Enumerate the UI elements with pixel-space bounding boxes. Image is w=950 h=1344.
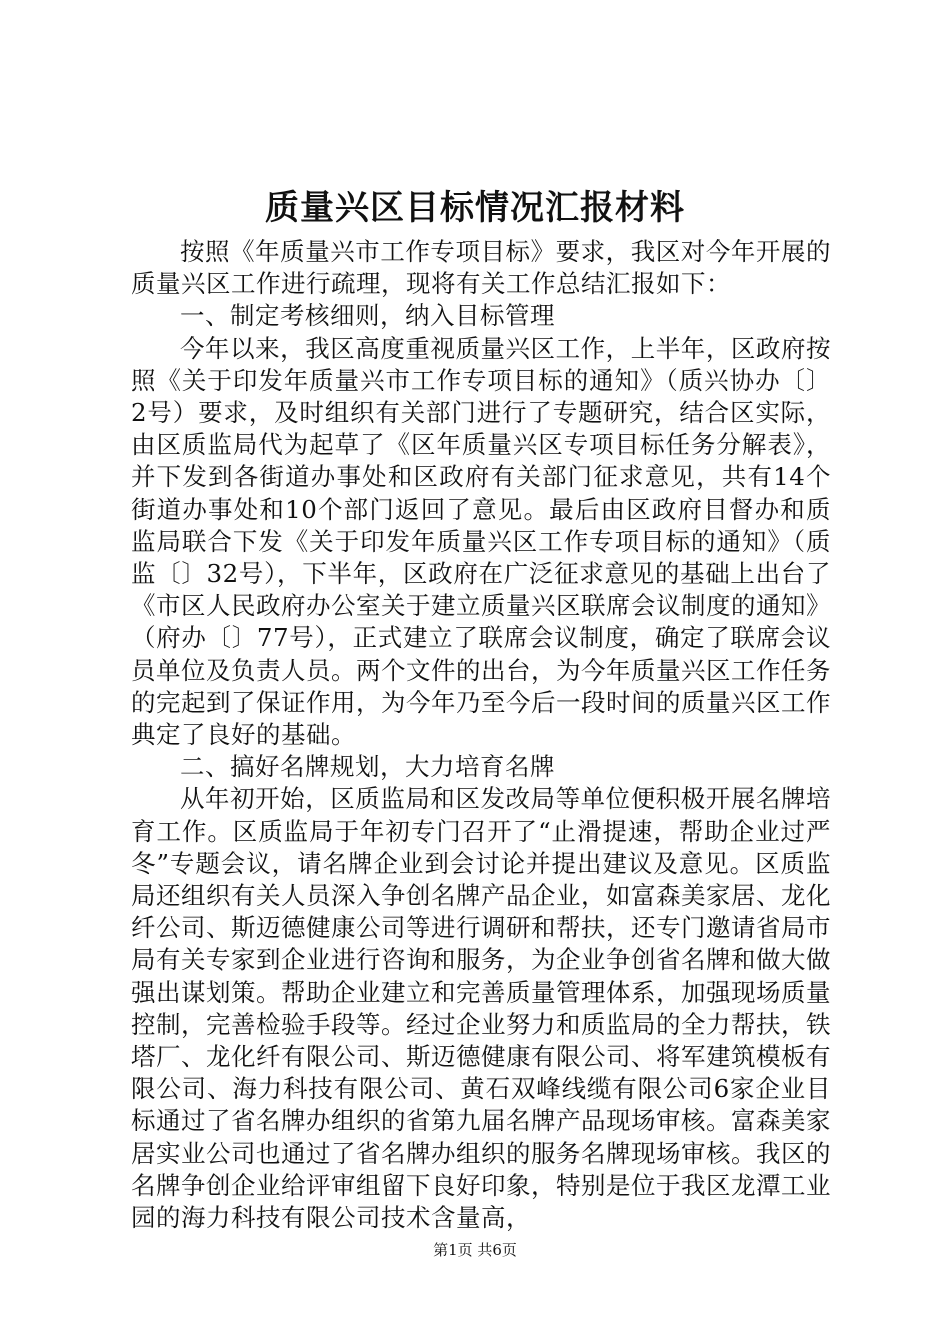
page-footer	[0, 1240, 950, 1260]
body-paragraph-1: 今年以来，我区高度重视质量兴区工作，上半年，区政府按照《关于印发年质量兴市工作专项目标的通知》（质兴协办〔〕2号）要求，及时组织有关部门进行了专题研究，结合区实际，由区质监局代为起草了《区年质量兴区专项目标任务分解表》，并下发到各街道办事处和区政府有关部门征求意见，共有14个街道办事处和10个部门返回了意见。最后由区政府目督办和质监局联合下发《关于印发年质量兴区工作专项目标的通知》（质监〔〕32号），下半年，区政府在广泛征求意见的基础上出台了《市区人民政府办公室关于建立质量兴区联席会议制度的通知》（府办〔〕77号），正式建立了联席会议制度，确定了联席会议员单位及负责人员。两个文件的出台，为今年质量兴区工作任务的完起到了保证作用，为今年乃至今后一段时间的质量兴区工作典定了良好的基础。	[131, 333, 831, 750]
section-heading-2: 二、搞好名牌规划，大力培育名牌	[180, 752, 555, 782]
document-body	[131, 236, 831, 1234]
page-number: 第1页 共6页	[433, 1241, 517, 1259]
document-title: 质量兴区目标情况汇报材料	[265, 188, 685, 228]
body-paragraph-2: 从年初开始，区质监局和区发改局等单位便积极开展名牌培育工作。区质监局于年初专门召开了“止滑提速，帮助企业过严冬”专题会议，请名牌企业到会讨论并提出建议及意见。区质监局还组织有关人员深入争创名牌产品企业，如富森美家居、龙化纤公司、斯迈德健康公司等进行调研和帮扶，还专门邀请省局市局有关专家到企业进行咨询和服务，为企业争创省名牌和做大做强出谋划策。帮助企业建立和完善质量管理体系，加强现场质量控制，完善检验手段等。经过企业努力和质监局的全力帮扶，铁塔厂、龙化纤有限公司、斯迈德健康有限公司、将军建筑模板有限公司、海力科技有限公司、黄石双峰线缆有限公司6家企业目标通过了省名牌办组织的省第九届名牌产品现场审核。富森美家居实业公司也通过了省名牌办组织的服务名牌现场审核。我区的名牌争创企业给评审组留下良好印象，特别是位于我区龙潭工业园的海力科技有限公司技术含量高，	[131, 784, 831, 1233]
intro-paragraph: 按照《年质量兴市工作专项目标》要求，我区对今年开展的质量兴区工作进行疏理，现将有关工作总结汇报如下：	[131, 237, 831, 299]
section-heading-1: 一、制定考核细则，纳入目标管理	[180, 301, 555, 331]
